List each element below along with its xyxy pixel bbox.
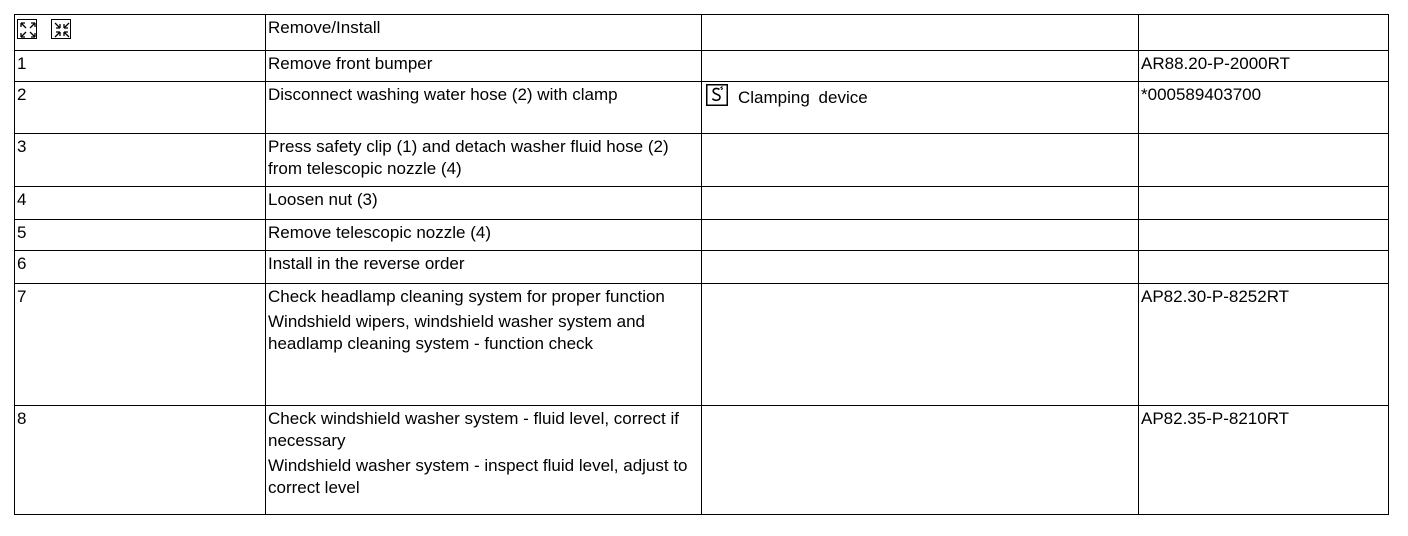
tool-cell (702, 406, 1139, 515)
table-row (15, 406, 1389, 515)
step-number: 8 (15, 406, 266, 515)
table-row (15, 284, 1389, 406)
step-number: 1 (15, 51, 266, 82)
tool-cell (702, 251, 1139, 284)
instruction-text: Remove telescopic nozzle (4) (266, 220, 702, 251)
header-title: Remove/Install (266, 15, 702, 51)
header-icons-cell (15, 15, 266, 51)
instruction-text: Install in the reverse order (266, 251, 702, 284)
instruction-text: Press safety clip (1) and detach washer fluid hose (2) from telescopic nozzle (4) (266, 134, 702, 187)
instruction-text: Check windshield washer system - fluid level, correct if necessary (268, 409, 679, 450)
reference-link[interactable]: AP82.30-P-8252RT (1139, 284, 1389, 406)
tool-note-icon[interactable] (706, 84, 728, 106)
step-number: 6 (15, 251, 266, 284)
instruction-text: Disconnect washing water hose (2) with clamp (266, 82, 702, 134)
instruction-subtext: Windshield washer system - inspect fluid level, adjust to correct level (268, 456, 688, 497)
procedure-table (14, 14, 1389, 515)
expand-arrows-icon[interactable] (17, 19, 37, 39)
instruction-cell (266, 284, 702, 406)
tool-cell (702, 51, 1139, 82)
reference-cell (1139, 220, 1389, 251)
tool-cell (702, 187, 1139, 220)
reference-link[interactable]: AR88.20-P-2000RT (1139, 51, 1389, 82)
instruction-text: Remove front bumper (266, 51, 702, 82)
instruction-cell (266, 406, 702, 515)
header-row (15, 15, 1389, 51)
step-number: 7 (15, 284, 266, 406)
part-number[interactable]: *000589403700 (1139, 82, 1389, 134)
reference-cell (1139, 134, 1389, 187)
table-row (15, 51, 1389, 82)
header-empty-cell (1139, 15, 1389, 51)
instruction-text: Loosen nut (3) (266, 187, 702, 220)
instruction-subtext: Windshield wipers, windshield washer system and headlamp cleaning system - function check (268, 312, 645, 353)
instruction-text: Check headlamp cleaning system for proper function (268, 287, 665, 306)
table-row (15, 187, 1389, 220)
step-number: 2 (15, 82, 266, 134)
step-number: 5 (15, 220, 266, 251)
reference-link[interactable]: AP82.35-P-8210RT (1139, 406, 1389, 515)
reference-cell (1139, 251, 1389, 284)
step-number: 3 (15, 134, 266, 187)
tool-label[interactable]: Clamping device (738, 88, 868, 107)
tool-cell (702, 134, 1139, 187)
step-number: 4 (15, 187, 266, 220)
table-row (15, 220, 1389, 251)
tool-cell (702, 284, 1139, 406)
table-row (15, 251, 1389, 284)
table-row (15, 134, 1389, 187)
table-row (15, 82, 1389, 134)
reference-cell (1139, 187, 1389, 220)
tool-cell (702, 220, 1139, 251)
header-empty-cell (702, 15, 1139, 51)
tool-cell (702, 82, 1139, 134)
collapse-arrows-icon[interactable] (51, 19, 71, 39)
